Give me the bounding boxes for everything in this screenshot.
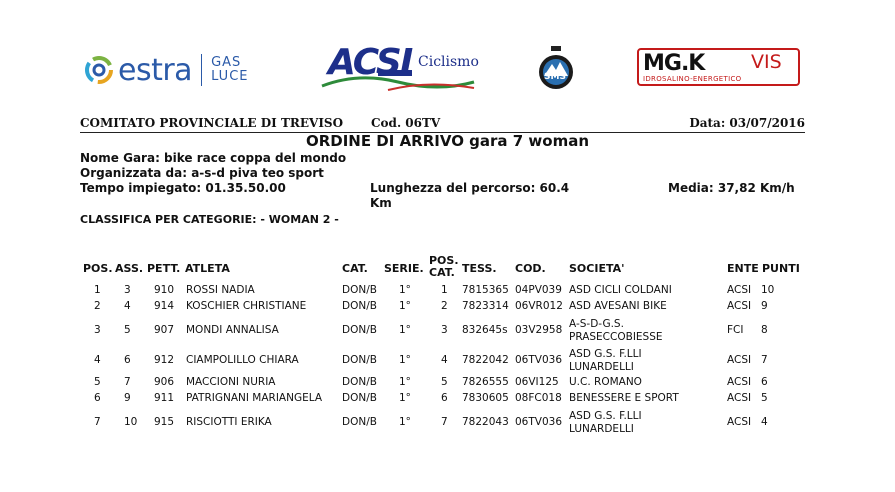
cell-atleta: MONDI ANNALISA — [186, 324, 279, 336]
cell-tess: 7826555 — [462, 376, 509, 388]
cell-societa — [569, 376, 642, 389]
estra-wordmark: estra — [118, 52, 193, 88]
cell-serie: 1° — [399, 416, 411, 428]
mgk-vis-logo — [637, 48, 800, 86]
col-pett: PETT. — [147, 262, 181, 275]
category-ranking-label: CLASSIFICA PER CATEGORIE: - WOMAN 2 - — [80, 213, 339, 226]
cell-cat: DON/B — [342, 324, 377, 336]
cell-tess: 7822043 — [462, 416, 509, 428]
cell-tess: 832645s — [462, 324, 508, 336]
committee-code: Cod. 06TV — [371, 116, 441, 130]
cell-pett: 907 — [154, 324, 175, 336]
cell-ente: ACSI — [727, 284, 752, 296]
cell-societa-line1: ASD G.S. F.LLI — [569, 348, 642, 360]
cell-pett: 906 — [154, 376, 175, 388]
cell-atleta: MACCIONI NURIA — [186, 376, 276, 388]
col-ass: ASS. — [115, 262, 144, 275]
cell-punti: 9 — [761, 300, 768, 312]
cell-cod: 06VI125 — [515, 376, 559, 388]
cell-ente: ACSI — [727, 416, 752, 428]
cell-societa-line2: LUNARDELLI — [569, 361, 634, 373]
estra-logo — [84, 50, 248, 90]
cell-pett: 914 — [154, 300, 175, 312]
race-name: Nome Gara: bike race coppa del mondo — [80, 151, 347, 165]
cell-ass: 3 — [124, 284, 131, 296]
cell-serie: 1° — [399, 300, 411, 312]
cell-serie: 1° — [399, 392, 411, 404]
cell-ass: 7 — [124, 376, 131, 388]
cell-cat: DON/B — [342, 416, 377, 428]
col-poscat-line1: POS. — [429, 254, 459, 267]
cell-societa-line1: U.C. ROMANO — [569, 376, 642, 388]
cell-poscat: 3 — [441, 324, 448, 336]
race-date: Data: 03/07/2016 — [689, 116, 805, 130]
cell-societa-line2: LUNARDELLI — [569, 423, 634, 435]
cell-cod: 08FC018 — [515, 392, 562, 404]
cell-societa-line1: ASD AVESANI BIKE — [569, 300, 667, 312]
acsi-wordmark: ACSI — [328, 42, 412, 83]
cell-societa-line1: A-S-D-G.S. — [569, 318, 624, 330]
cell-cod: 03V2958 — [515, 324, 563, 336]
col-societa: SOCIETA' — [569, 262, 625, 275]
cell-serie: 1° — [399, 354, 411, 366]
sms-logo — [538, 46, 574, 92]
cell-pett: 911 — [154, 392, 175, 404]
cell-societa-line2: PRASECCOBIESSE — [569, 331, 663, 343]
cell-pos: 4 — [94, 354, 101, 366]
acsi-subtitle: Ciclismo — [418, 54, 479, 70]
cell-atleta: RISCIOTTI ERIKA — [186, 416, 272, 428]
divider — [201, 54, 202, 86]
cell-tess: 7822042 — [462, 354, 509, 366]
col-atleta: ATLETA — [185, 262, 230, 275]
cell-atleta: PATRIGNANI MARIANGELA — [186, 392, 323, 404]
col-pos: POS. — [83, 262, 113, 275]
cell-atleta: CIAMPOLILLO CHIARA — [186, 354, 299, 366]
cell-cod: 06TV036 — [515, 416, 562, 428]
mgk-wordmark: MG.K — [643, 51, 705, 76]
cell-pett: 912 — [154, 354, 175, 366]
col-poscat-line2: CAT. — [429, 266, 455, 279]
cell-pett: 910 — [154, 284, 175, 296]
cell-ente: ACSI — [727, 392, 752, 404]
cell-punti: 10 — [761, 284, 775, 296]
cell-ass: 10 — [124, 416, 138, 428]
cell-ente: ACSI — [727, 376, 752, 388]
cell-tess: 7815365 — [462, 284, 509, 296]
acsi-logo — [318, 42, 478, 98]
col-cat: CAT. — [342, 262, 368, 275]
cell-cat: DON/B — [342, 392, 377, 404]
cell-pos: 7 — [94, 416, 101, 428]
cell-ente: ACSI — [727, 300, 752, 312]
col-ente: ENTE — [727, 262, 759, 275]
col-poscat — [429, 255, 459, 279]
cell-cat: DON/B — [342, 300, 377, 312]
cell-cat: DON/B — [342, 376, 377, 388]
sms-badge-icon — [538, 46, 574, 92]
cell-societa — [569, 318, 663, 344]
cell-tess: 7823314 — [462, 300, 509, 312]
cell-pos: 3 — [94, 324, 101, 336]
cell-punti: 4 — [761, 416, 768, 428]
course-length-line1: Lunghezza del percorso: 60.4 — [370, 181, 570, 195]
cell-cod: 04PV039 — [515, 284, 562, 296]
cell-poscat: 7 — [441, 416, 448, 428]
time-used: Tempo impiegato: 01.35.50.00 — [80, 181, 286, 195]
cell-societa — [569, 410, 642, 436]
cell-ente: ACSI — [727, 354, 752, 366]
cell-cod: 06TV036 — [515, 354, 562, 366]
sponsor-logos — [0, 38, 895, 108]
cell-societa — [569, 392, 679, 405]
cell-societa — [569, 300, 667, 313]
cell-cod: 06VR012 — [515, 300, 563, 312]
cell-societa — [569, 284, 672, 297]
sms-label: SMS — [544, 72, 566, 82]
cell-pos: 2 — [94, 300, 101, 312]
cell-ass: 9 — [124, 392, 131, 404]
cell-punti: 5 — [761, 392, 768, 404]
estra-sub-luce: LUCE — [211, 69, 249, 84]
cell-cat: DON/B — [342, 354, 377, 366]
col-tess: TESS. — [462, 262, 497, 275]
cell-societa-line1: ASD CICLI COLDANI — [569, 284, 672, 296]
cell-punti: 7 — [761, 354, 768, 366]
col-cod: COD. — [515, 262, 546, 275]
cell-societa — [569, 348, 642, 374]
cell-cat: DON/B — [342, 284, 377, 296]
cell-ente: FCI — [727, 324, 744, 336]
organizer: Organizzata da: a-s-d piva teo sport — [80, 166, 324, 180]
cell-ass: 5 — [124, 324, 131, 336]
average-speed: Media: 37,82 Km/h — [668, 181, 795, 195]
mgk-tagline: IDROSALINO-ENERGETICO — [643, 75, 742, 83]
page-title: ORDINE DI ARRIVO gara 7 woman — [305, 132, 590, 150]
cell-pos: 6 — [94, 392, 101, 404]
cell-societa-line1: ASD G.S. F.LLI — [569, 410, 642, 422]
cell-punti: 6 — [761, 376, 768, 388]
cell-poscat: 5 — [441, 376, 448, 388]
course-length-line2: Km — [370, 196, 392, 210]
cell-tess: 7830605 — [462, 392, 509, 404]
cell-poscat: 4 — [441, 354, 448, 366]
cell-poscat: 1 — [441, 284, 448, 296]
cell-serie: 1° — [399, 376, 411, 388]
cell-punti: 8 — [761, 324, 768, 336]
course-length — [370, 181, 569, 211]
cell-atleta: KOSCHIER CHRISTIANE — [186, 300, 307, 312]
cell-atleta: ROSSI NADIA — [186, 284, 255, 296]
mgk-vis-word: VIS — [751, 51, 782, 73]
document-header — [80, 116, 805, 133]
cell-poscat: 6 — [441, 392, 448, 404]
cell-serie: 1° — [399, 324, 411, 336]
cell-pos: 1 — [94, 284, 101, 296]
cell-pett: 915 — [154, 416, 175, 428]
cell-pos: 5 — [94, 376, 101, 388]
col-serie: SERIE. — [384, 262, 424, 275]
cell-societa-line1: BENESSERE E SPORT — [569, 392, 679, 404]
committee-name: COMITATO PROVINCIALE DI TREVISO — [80, 116, 344, 130]
estra-subtitle — [211, 56, 248, 84]
cell-ass: 4 — [124, 300, 131, 312]
cell-ass: 6 — [124, 354, 131, 366]
cell-poscat: 2 — [441, 300, 448, 312]
estra-sub-gas: GAS — [211, 55, 242, 70]
cell-serie: 1° — [399, 284, 411, 296]
col-punti: PUNTI — [762, 262, 800, 275]
estra-swirl-icon — [84, 55, 114, 85]
